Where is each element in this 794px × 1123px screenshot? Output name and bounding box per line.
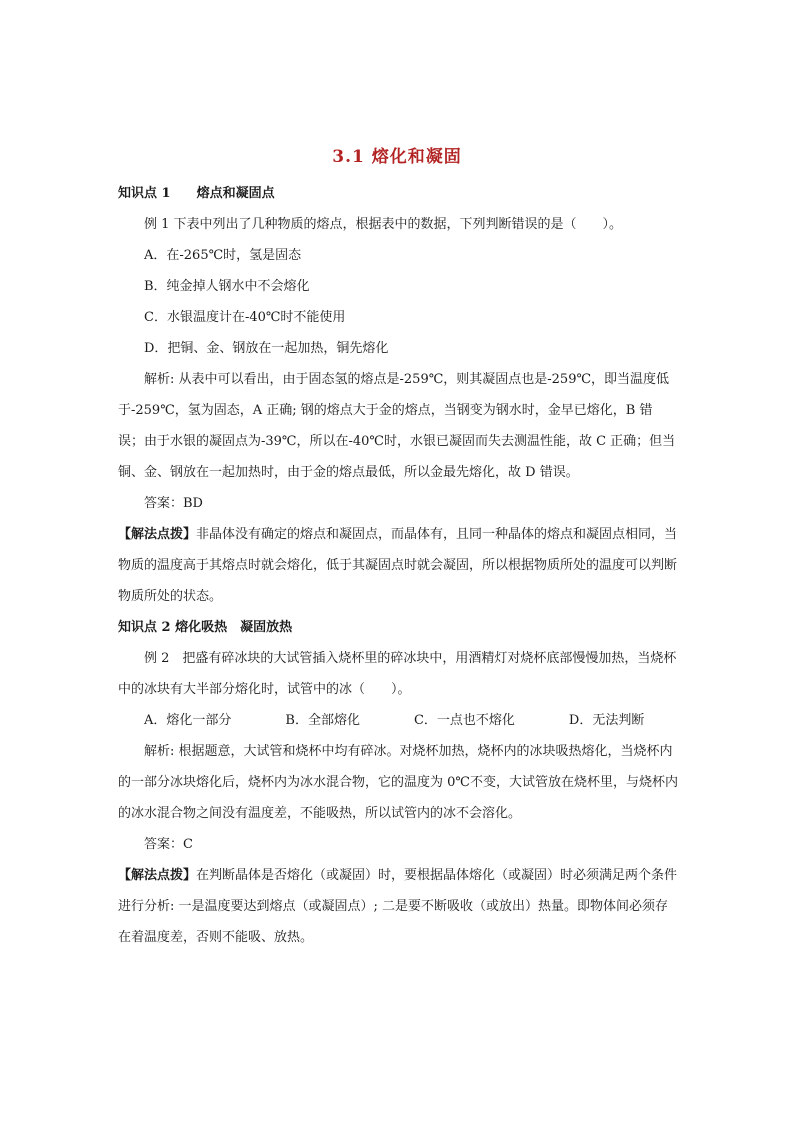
example2-answer: 答案：C [144,837,193,852]
example1-option-b: B．纯金掉人钢水中不会熔化 [144,279,310,294]
example2-analysis: 解析: 根据题意，大试管和烧杯中均有碎冰。对烧杯加热，烧杯内的冰块吸热熔化，当烧杯内的一部分冰块熔化后，烧杯内为冰水混合物，它的温度为 0℃不变，大试管放在烧杯里，与烧杯内的冰水混合物之间没有温度差，不能吸热，所以试管内的冰不会溶化。 [118,744,678,821]
document-body [118,178,678,953]
example1-tip [118,519,678,612]
tip-text: 非晶体没有确定的熔点和凝固点，而晶体有，且同一种晶体的熔点和凝固点相同，当物质的温度高于其熔点时就会熔化，低于其凝固点时就会凝固，所以根据物质所处的温度可以判断物质所处的状态。 [118,527,678,604]
example1-question: 例 1 下表中列出了几种物质的熔点，根据表中的数据，下列判断错误的是（ ）。 [144,217,623,232]
tip-text: 在判断晶体是否熔化（或凝固）时，要根据晶体熔化（或凝固）时必须满足两个条件进行分析: 一是温度要达到熔点（或凝固点）; 二是要不断吸收（或放出）热量。即物体间必须存在着温度差，否则不能吸、放热。 [118,868,678,945]
example1-analysis: 解析: 从表中可以看出，由于固态氢的熔点是-259℃，则其凝固点也是-259℃，即当温度低于-259℃，氢为固态，A 正确; 钢的熔点大于金的熔点，当钢变为钢水时，金早已熔化，B 错误；由于水银的凝固点为-39℃，所以在-40℃时，水银已凝固而失去测温性能，故 C 正确；但当铜、金、钢放在一起加热时，由于金的熔点最低，所以金最先熔化，故 D 错误。 [118,372,676,480]
example1-option-c: C．水银温度计在-40℃时不能使用 [144,310,346,325]
example2-question: 例 2 把盛有碎冰块的大试管插入烧杯里的碎冰块中，用酒精灯对烧杯底部慢慢加热，当烧杯中的冰块有大半部分熔化时，试管中的冰（ ）。 [118,651,677,697]
tip-label: 【解法点拨】 [118,868,197,883]
tip-label: 【解法点拨】 [118,527,197,542]
example1-answer: 答案：BD [144,496,203,511]
example1-option-a: A．在-265℃时，氢是固态 [144,248,302,263]
section1-heading: 知识点 1 熔点和凝固点 [118,186,275,201]
example2-option-d: D．无法判断 [568,713,645,728]
example2-option-a: A．熔化一部分 [144,713,232,728]
example2-option-b: B．全部熔化 [285,713,360,728]
section2-heading: 知识点 2 熔化吸热 凝固放热 [118,620,293,635]
example2-options [118,705,678,736]
example2-option-c: C．一点也不熔化 [413,713,515,728]
example2-tip [118,860,678,953]
page-title: 3.1 熔化和凝固 [332,147,462,167]
example1-option-d: D．把铜、金、钢放在一起加热，铜先熔化 [144,341,389,356]
